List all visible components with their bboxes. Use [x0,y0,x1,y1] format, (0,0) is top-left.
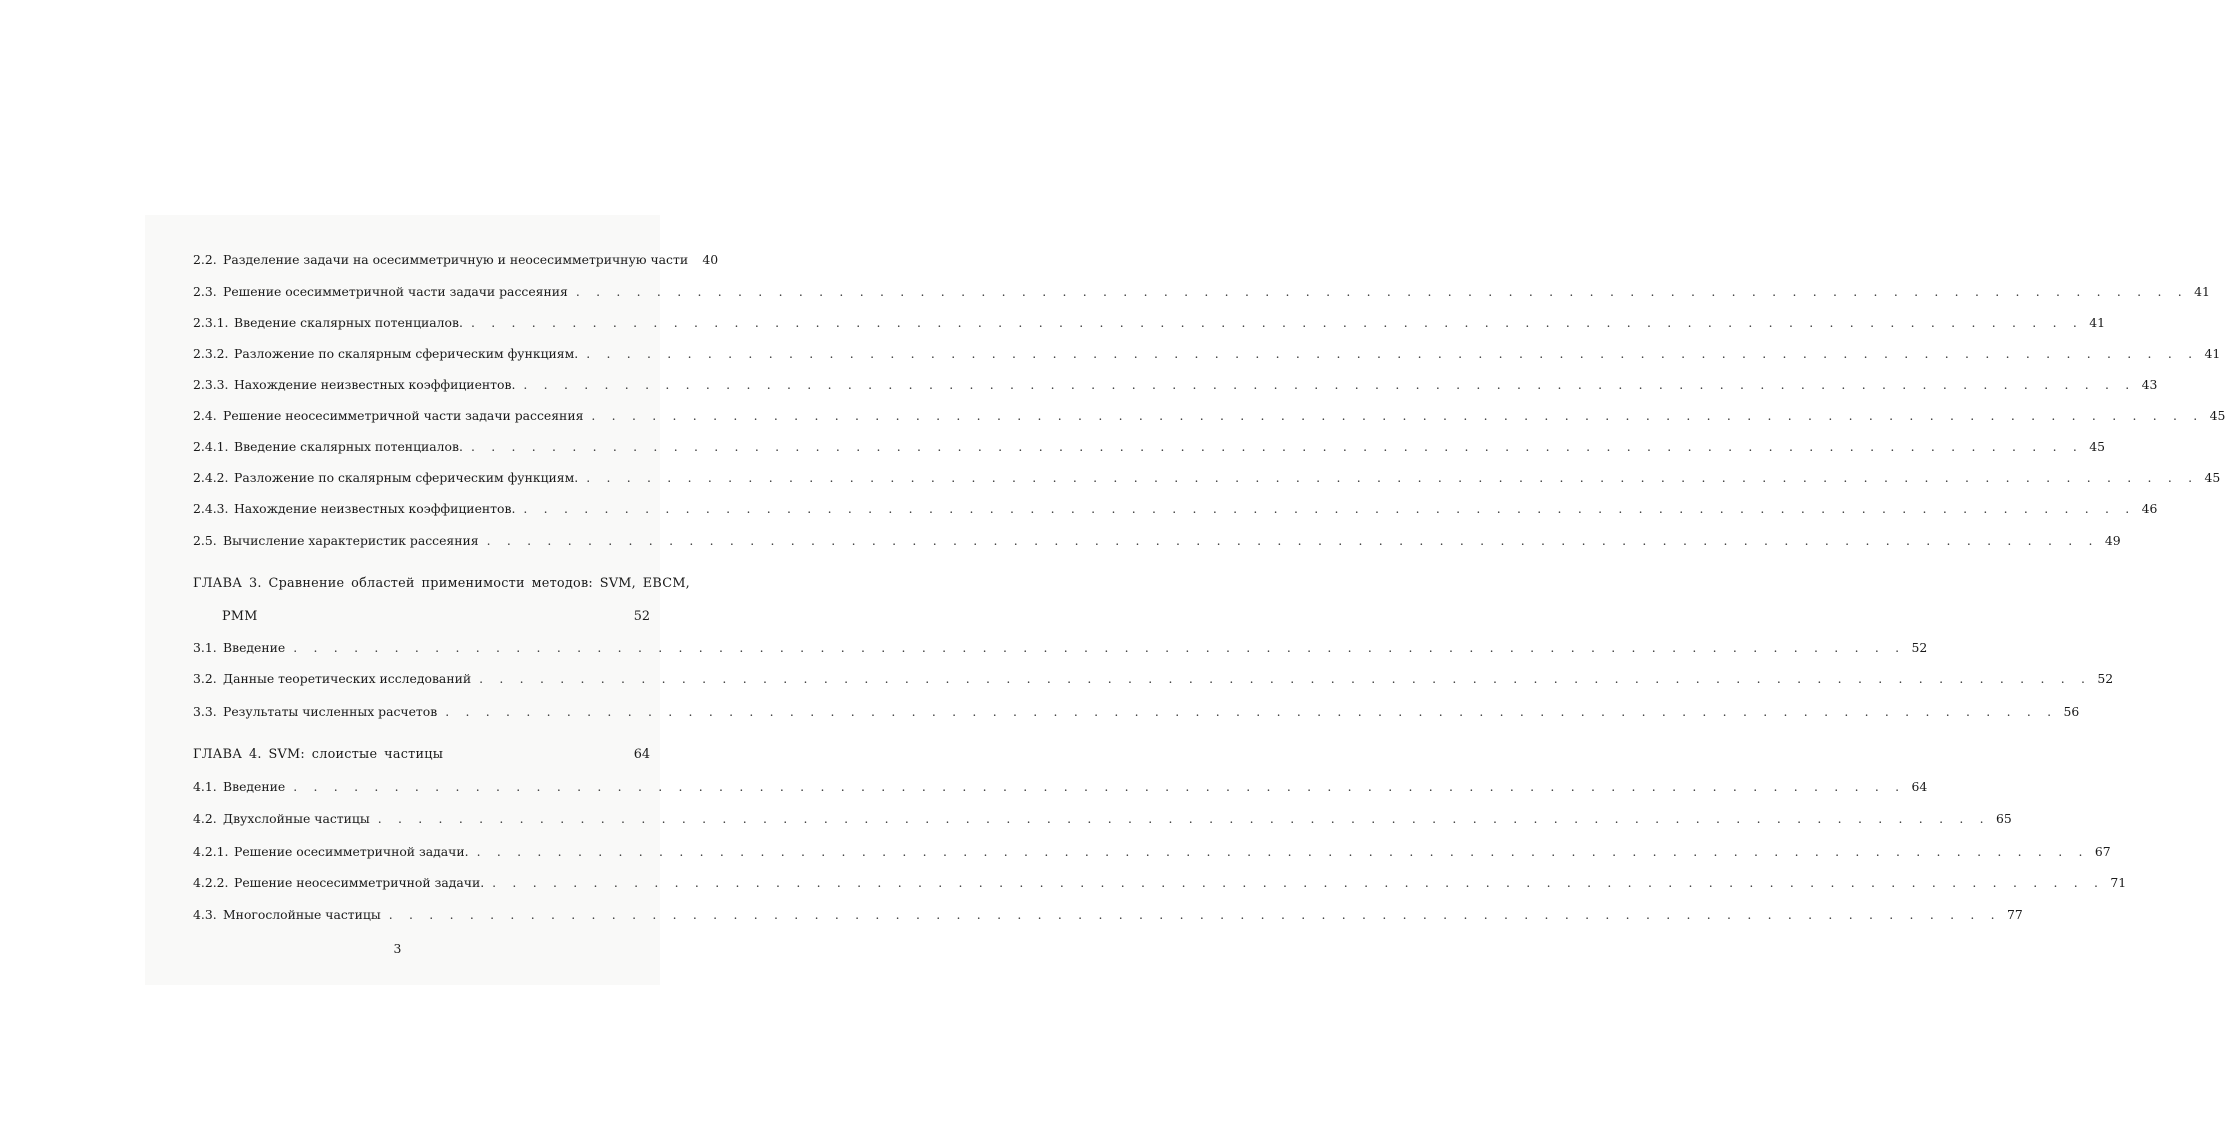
toc-entry-title: Введение [223,640,286,655]
toc-entry-title: Решение неосесимметричной задачи. [234,875,485,890]
dot-leader: . . . . . . . . . . . . . . . . . . . . . . . . . . . . . . . . . . . . . . . . . . . . . . . . . . . . . . . . . . . . . . . . . . . . . . . . . . . . . . . . [476,844,2089,859]
dot-leader: . . . . . . . . . . . . . . . . . . . . . . . . . . . . . . . . . . . . . . . . . . . . . . . . . . . . . . . . . . . . . . . . . . . . . . . . . . . . . . . . [523,377,2136,392]
toc-entry-title: Результаты численных расчетов [223,704,438,719]
toc-entry-title: ГЛАВА 4. SVM: слоистые частицы [193,747,444,762]
toc-entry-number: 4.2.2. [193,875,229,890]
toc-entry[interactable] [193,872,2127,894]
dot-leader: . . . . . . . . . . . . . . . . . . . . . . . . . . . . . . . . . . . . . . . . . . . . . . . . . . . . . . . . . . . . . . . . . . . . . . . . . . . . . . . . [586,470,2199,485]
toc-entry-number: 2.4.1. [193,439,229,454]
toc-entry[interactable] [193,249,719,271]
toc-entry-page: 52 [2097,671,2114,686]
toc-entry-number: 2.4. [193,408,217,423]
toc-entry-title: Введение скалярных потенциалов. [234,439,463,454]
toc-entry-title: ГЛАВА 3. Сравнение областей применимости методов: SVM, EBCM, [193,576,690,591]
page-number: 3 [393,941,402,956]
toc-entry-number: 3.3. [193,704,217,719]
toc-entry-title: Введение скалярных потенциалов. [234,315,463,330]
toc-entry-number: 2.3. [193,284,217,299]
toc-entry[interactable] [193,668,2114,690]
toc-entry[interactable] [193,808,2012,830]
toc-entry-title: Многослойные частицы [223,907,381,922]
toc-entry-number: 2.4.3. [193,501,229,516]
toc-entry[interactable] [193,637,1928,659]
toc-entry[interactable] [193,904,2023,926]
toc-entry-number: 3.1. [193,640,217,655]
toc-entry-page: 71 [2110,875,2127,890]
dot-leader: . . . . . . . . . . . . . . . . . . . . . . . . . . . . . . . . . . . . . . . . . . . . . . . . . . . . . . . . . . . . . . . . . . . . . . . . . . . . . . . . [445,704,2058,719]
dot-leader: . . . . . . . . . . . . . . . . . . . . . . . . . . . . . . . . . . . . . . . . . . . . . . . . . . . . . . . . . . . . . . . . . . . . . . . . . . . . . . . . [575,284,2188,299]
toc-entry-title: Вычисление характеристик рассеяния [223,533,479,548]
toc-entry-page: 52 [1911,640,1928,655]
dot-leader: . . . . . . . . . . . . . . . . . . . . . . . . . . . . . . . . . . . . . . . . . . . . . . . . . . . . . . . . . . . . . . . . . . . . . . . . . . . . . . . . [293,779,1906,794]
toc-entry-number: 4.2.1. [193,844,229,859]
toc-entry-page: 65 [1995,811,2012,826]
toc-chapter-entry[interactable] [193,573,690,595]
toc-entry-page: 77 [2007,907,2023,922]
toc-entry-number: 2.5. [193,533,217,548]
toc-entry-page: 45 [2209,408,2225,423]
toc-entry-title: Двухслойные частицы [223,811,370,826]
toc-chapter-entry[interactable] [222,606,650,628]
toc-entry-title: Решение осесимметричной части задачи рассеяния [223,284,568,299]
dot-leader: . . . . . . . . . . . . . . . . . . . . . . . . . . . . . . . . . . . . . . . . . . . . . . . . . . . . . . . . . . . . . . . . . . . . . . . . . . . . . . . . [591,408,2204,423]
toc-entry-title: Решение неосесимметричной части задачи рассеяния [223,408,584,423]
dot-leader: . . . . . . . . . . . . . . . . . . . . . . . . . . . . . . . . . . . . . . . . . . . . . . . . . . . . . . . . . . . . . . . . . . . . . . . . . . . . . . . . [486,533,2099,548]
toc-entry-title: Нахождение неизвестных коэффициентов. [234,377,516,392]
dot-leader: . . . . . . . . . . . . . . . . . . . . . . . . . . . . . . . . . . . . . . . . . . . . . . . . . . . . . . . . . . . . . . . . . . . . . . . . . . . . . . . . [377,811,1990,826]
dot-leader: . . . . . . . . . . . . . . . . . . . . . . . . . . . . . . . . . . . . . . . . . . . . . . . . . . . . . . . . . . . . . . . . . . . . . . . . . . . . . . . . [523,501,2136,516]
toc-entry[interactable] [193,530,2121,552]
toc-entry-page: 45 [2204,470,2221,485]
toc-entry-number: 2.4.2. [193,470,229,485]
toc-entry-title: Данные теоретических исследований [223,671,472,686]
toc-entry-page: 67 [2094,844,2111,859]
toc-entry-page: 40 [702,252,719,267]
dot-leader: . . . . . . . . . . . . . . . . . . . . . . . . . . . . . . . . . . . . . . . . . . . . . . . . . . . . . . . . . . . . . . . . . . . . . . . . . . . . . . . . [479,671,2092,686]
toc-entry-number: 2.3.2. [193,346,229,361]
toc-entry-number: 3.2. [193,671,217,686]
toc-entry-number: 4.1. [193,779,217,794]
toc-entry[interactable] [193,701,2080,723]
toc-entry[interactable] [193,312,2105,334]
toc-entry-title: PMM [222,609,258,624]
toc-entry-page: 43 [2141,377,2158,392]
toc-entry-page: 64 [1911,779,1928,794]
dot-leader: . . . . . . . . . . . . . . . . . . . . . . . . . . . . . . . . . . . . . . . . . . . . . . . . . . . . . . . . . . . . . . . . . . . . . . . . . . . . . . . . [586,346,2199,361]
toc-entry-page: 41 [2204,346,2221,361]
dot-leader: . . . . . . . . . . . . . . . . . . . . . . . . . . . . . . . . . . . . . . . . . . . . . . . . . . . . . . . . . . . . . . . . . . . . . . . . . . . . . . . . [470,315,2083,330]
toc-entry[interactable] [193,498,2158,520]
toc-entry-title: Разложение по скалярным сферическим функциям. [234,470,579,485]
dot-leader: . . . . . . . . . . . . . . . . . . . . . . . . . . . . . . . . . . . . . . . . . . . . . . . . . . . . . . . . . . . . . . . . . . . . . . . . . . . . . . . . [388,907,2001,922]
toc-entry[interactable] [193,467,2221,489]
toc-entry[interactable] [193,436,2105,458]
toc-entry[interactable] [193,841,2111,863]
toc-entry-title: Решение осесимметричной задачи. [234,844,469,859]
toc-entry-title: Введение [223,779,286,794]
toc-entry-title: Нахождение неизвестных коэффициентов. [234,501,516,516]
toc-entry-number: 4.2. [193,811,217,826]
toc-entry-number: 2.3.3. [193,377,229,392]
toc-entry-title: Разложение по скалярным сферическим функциям. [234,346,579,361]
toc-entry[interactable] [193,281,2210,303]
toc-entry-page: 49 [2104,533,2121,548]
toc-entry-page: 64 [633,747,650,762]
toc-entry-page: 41 [2194,284,2210,299]
toc-entry-page: 45 [2089,439,2105,454]
toc-chapter-entry[interactable] [193,744,650,766]
toc-entry[interactable] [193,405,2225,427]
toc-entry-page: 56 [2063,704,2080,719]
toc-entry-number: 2.3.1. [193,315,229,330]
toc-entry[interactable] [193,343,2221,365]
toc-entry-page: 46 [2141,501,2158,516]
toc-entry-number: 4.3. [193,907,217,922]
toc-entry[interactable] [193,374,2158,396]
toc-entry-number: 2.2. [193,252,217,267]
dot-leader: . . . . . . . . . . . . . . . . . . . . . . . . . . . . . . . . . . . . . . . . . . . . . . . . . . . . . . . . . . . . . . . . . . . . . . . . . . . . . . . . [293,640,1906,655]
toc-entry-title: Разделение задачи на осесимметричную и неосесимметричную части [223,252,689,267]
dot-leader: . . . . . . . . . . . . . . . . . . . . . . . . . . . . . . . . . . . . . . . . . . . . . . . . . . . . . . . . . . . . . . . . . . . . . . . . . . . . . . . . [470,439,2083,454]
dot-leader: . . . . . . . . . . . . . . . . . . . . . . . . . . . . . . . . . . . . . . . . . . . . . . . . . . . . . . . . . . . . . . . . . . . . . . . . . . . . . . . . [492,875,2105,890]
toc-entry[interactable] [193,776,1928,798]
toc-entry-page: 41 [2089,315,2105,330]
toc-entry-page: 52 [633,609,650,624]
